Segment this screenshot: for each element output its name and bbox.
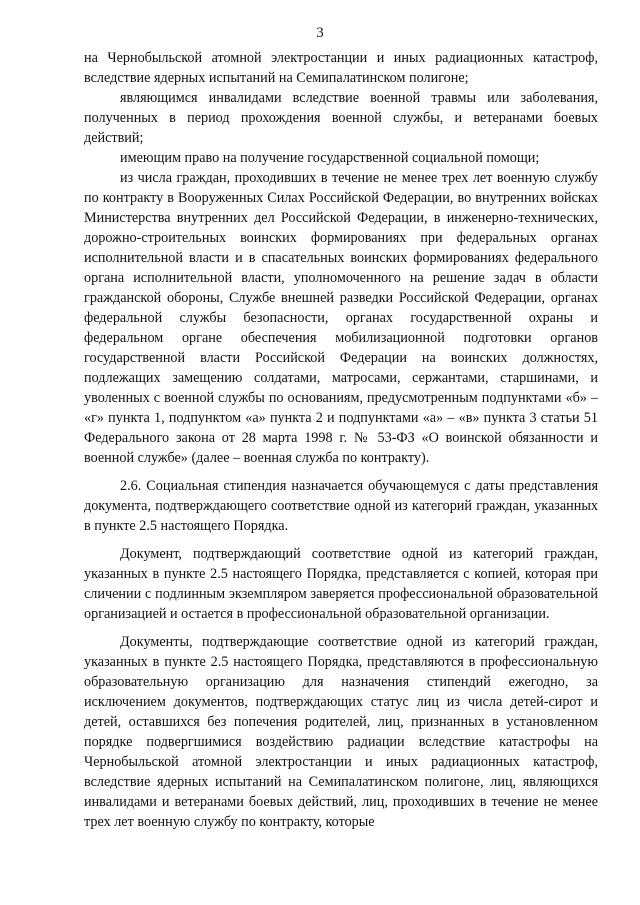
- paragraph-contract-service: из числа граждан, проходивших в течение не менее трех лет военную службу по контракту в Вооруженных Силах Российской Федерации, во внутренних войсках Министерства внутренних дел Российской Федерации, в инженерно-технических, дорожно-строительных воинских формированиях при федеральных органах исполнительной власти и в спасательных воинских формированиях федерального органа исполнительной власти, уполномоченного на решение задач в области гражданской обороны, Службе внешней разведки Российской Федерации, органах федеральной службы безопасности, органах государственной охраны и федеральном органе обеспечения мобилизационной подготовки органов государственной власти Российской Федерации на воинских должностях, подлежащих замещению солдатами, матросами, сержантами, старшинами, и уволенных с военной службы по основаниям, предусмотренным подпунктами «б» – «г» пункта 1, подпунктом «а» пункта 2 и подпунктами «а» – «в» пункта 3 статьи 51 Федерального закона от 28 марта 1998 г. № 53-ФЗ «О воинской обязанности и военной службе» (далее – военная служба по контракту).: [84, 170, 598, 466]
- paragraph-chernobyl-continuation: на Чернобыльской атомной электростанции и иных радиационных катастроф, вследствие ядерных испытаний на Семипалатинском полигоне;: [84, 50, 598, 86]
- paragraph-section-2-6: 2.6. Социальная стипендия назначается обучающемуся с даты представления документа, подтверждающего соответствие одной из категорий граждан, указанных в пункте 2.5 настоящего Порядка.: [84, 478, 598, 534]
- document-body: [84, 48, 598, 832]
- paragraph-document-copy: Документ, подтверждающий соответствие одной из категорий граждан, указанных в пункте 2.5 настоящего Порядка, представляется с копией, которая при сличении с подлинным экземпляром заверяется профессиональной образовательной организацией и остается в профессиональной образовательной организации.: [84, 546, 598, 622]
- paragraph-documents-annual: Документы, подтверждающие соответствие одной из категорий граждан, указанных в пункте 2.5 настоящего Порядка, представляются в профессиональную образовательную организацию для назначения стипендий ежегодно, за исключением документов, подтверждающих статус лиц из числа детей-сирот и детей, оставшихся без попечения родителей, лиц, признанных в установленном порядке подвергшимися воздействию радиации вследствие катастрофы на Чернобыльской атомной электростанции и иных радиационных катастроф, вследствие ядерных испытаний на Семипалатинском полигоне, лиц, являющихся инвалидами и ветеранами боевых действий, лиц, проходивших в течение не менее трех лет военную службу по контракту, которые: [84, 634, 598, 830]
- paragraph-military-invalids: являющимся инвалидами вследствие военной травмы или заболевания, полученных в период прохождения военной службы, и ветеранами боевых действий;: [84, 90, 598, 146]
- paragraph-state-social-aid: имеющим право на получение государственной социальной помощи;: [120, 150, 540, 166]
- page-number: 3: [316, 25, 324, 41]
